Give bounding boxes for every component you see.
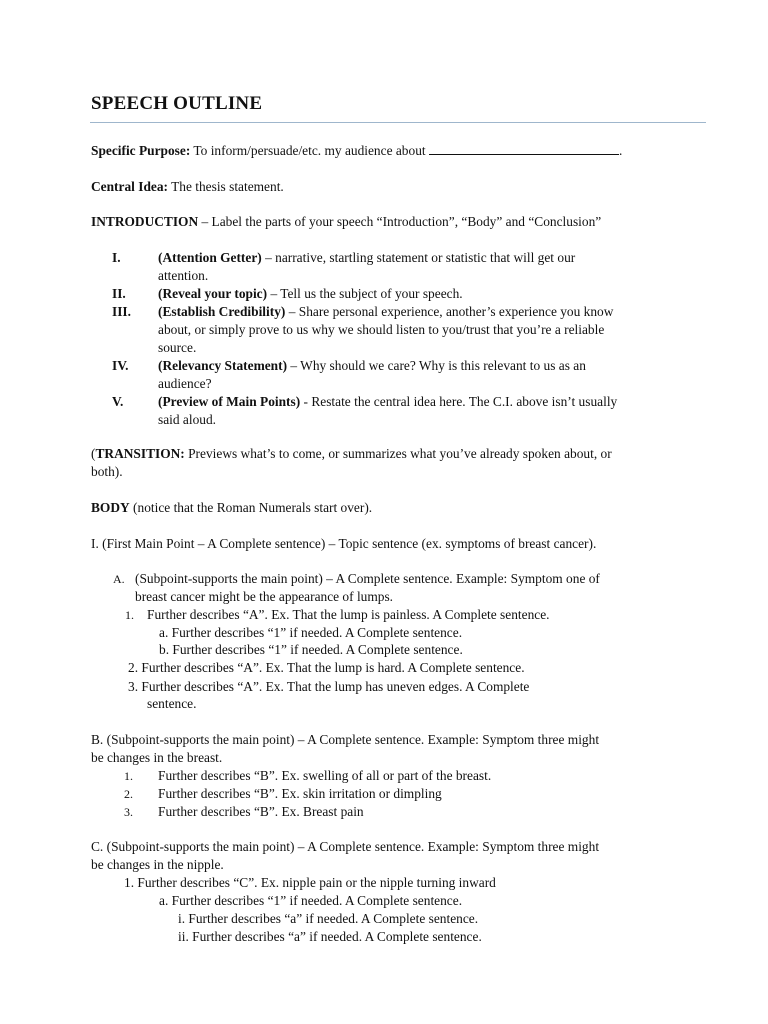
detail-item: 2. Further describes “A”. Ex. That the lump is hard. A Complete sentence. xyxy=(128,660,525,675)
subpoint-a-cont: breast cancer might be the appearance of lumps. xyxy=(135,589,394,604)
introduction-heading xyxy=(91,213,601,231)
detail-item-cont: sentence. xyxy=(147,696,197,711)
detail-item: 1. Further describes “C”. Ex. nipple pain or the nipple turning inward xyxy=(124,875,496,890)
specific-purpose-text: To inform/persuade/etc. my audience about xyxy=(190,143,429,158)
specific-purpose-end: . xyxy=(618,143,623,158)
intro-item-num: II. xyxy=(112,286,126,301)
intro-item xyxy=(158,249,575,267)
subpoint-b: B. (Subpoint-supports the main point) – A Complete sentence. Example: Symptom three might xyxy=(91,732,600,747)
specific-purpose-label: Specific Purpose: xyxy=(91,143,191,158)
detail-item: 3. Further describes “A”. Ex. That the lump has uneven edges. A Complete xyxy=(128,679,530,694)
intro-item-cont: about, or simply prove to us why we should listen to you/trust that you’re a reliable xyxy=(158,322,605,337)
detail-item: Further describes “B”. Ex. swelling of all or part of the breast. xyxy=(158,768,492,783)
central-idea-text: The thesis statement. xyxy=(167,179,284,194)
central-idea-line xyxy=(91,178,284,196)
intro-item-cont: attention. xyxy=(158,268,209,283)
main-point: I. (First Main Point – A Complete sentence) – Topic sentence (ex. symptoms of breast cancer). xyxy=(91,536,597,551)
intro-item-text: - Restate the central idea here. The C.I. above isn’t usually xyxy=(300,394,618,409)
intro-item-cont: said aloud. xyxy=(158,412,217,427)
subpoint-b-cont: be changes in the breast. xyxy=(91,750,223,765)
detail-num: 1. xyxy=(125,608,134,622)
sub-detail-item: b. Further describes “1” if needed. A Complete sentence. xyxy=(159,642,463,657)
sub-detail-item: a. Further describes “1” if needed. A Complete sentence. xyxy=(159,893,463,908)
specific-purpose-line xyxy=(91,142,622,160)
transition-cont: both). xyxy=(91,464,123,479)
sub-sub-detail-item: ii. Further describes “a” if needed. A Complete sentence. xyxy=(178,929,482,944)
intro-item-text: – Tell us the subject of your speech. xyxy=(267,286,463,301)
subpoint-c: C. (Subpoint-supports the main point) – A Complete sentence. Example: Symptom three might xyxy=(91,839,600,854)
intro-item-text: – Why should we care? Why is this relevant to us as an xyxy=(287,358,586,373)
body-text: (notice that the Roman Numerals start over). xyxy=(129,500,373,515)
detail-item: Further describes “B”. Ex. Breast pain xyxy=(158,804,364,819)
transition-label: TRANSITION: xyxy=(95,446,185,461)
intro-item-cont: audience? xyxy=(158,376,212,391)
detail-item: Further describes “B”. Ex. skin irritation or dimpling xyxy=(158,786,442,801)
detail-num: 2. xyxy=(124,787,133,801)
body-heading xyxy=(91,499,372,517)
intro-item-num: IV. xyxy=(112,358,129,373)
intro-item-num: III. xyxy=(112,304,131,319)
intro-item-head: (Reveal your topic) xyxy=(158,286,268,301)
intro-item-head: (Relevancy Statement) xyxy=(158,358,288,373)
intro-item-cont: source. xyxy=(158,340,197,355)
intro-item-head: (Establish Credibility) xyxy=(158,304,286,319)
detail-num: 1. xyxy=(124,769,133,783)
fill-in-blank xyxy=(429,142,619,155)
intro-item-text: – Share personal experience, another’s experience you know xyxy=(285,304,614,319)
subpoint-c-cont: be changes in the nipple. xyxy=(91,857,224,872)
intro-item-head: (Preview of Main Points) xyxy=(158,394,301,409)
sub-sub-detail-item: i. Further describes “a” if needed. A Complete sentence. xyxy=(178,911,479,926)
intro-item xyxy=(158,393,617,411)
intro-item xyxy=(158,357,586,375)
intro-item-num: I. xyxy=(112,250,121,265)
transition-text: Previews what’s to come, or summarizes what you’ve already spoken about, or xyxy=(184,446,612,461)
introduction-text: – Label the parts of your speech “Introduction”, “Body” and “Conclusion” xyxy=(198,214,602,229)
subpoint-num: A. xyxy=(113,572,125,586)
transition-line xyxy=(91,445,612,463)
intro-item-num: V. xyxy=(112,394,124,409)
central-idea-label: Central Idea: xyxy=(91,179,168,194)
page-title: SPEECH OUTLINE xyxy=(91,93,263,114)
subpoint-a: (Subpoint-supports the main point) – A Complete sentence. Example: Symptom one of xyxy=(135,571,600,586)
intro-item-head: (Attention Getter) xyxy=(158,250,262,265)
intro-item xyxy=(158,285,463,303)
intro-item xyxy=(158,303,613,321)
title-underline xyxy=(90,122,706,123)
body-label: BODY xyxy=(91,500,130,515)
transition-open-paren: ( xyxy=(91,446,96,461)
intro-item-text: – narrative, startling statement or statistic that will get our xyxy=(261,250,576,265)
introduction-label: INTRODUCTION xyxy=(91,214,199,229)
detail-item: Further describes “A”. Ex. That the lump is painless. A Complete sentence. xyxy=(147,607,550,622)
detail-num: 3. xyxy=(124,805,133,819)
sub-detail-item: a. Further describes “1” if needed. A Complete sentence. xyxy=(159,625,463,640)
